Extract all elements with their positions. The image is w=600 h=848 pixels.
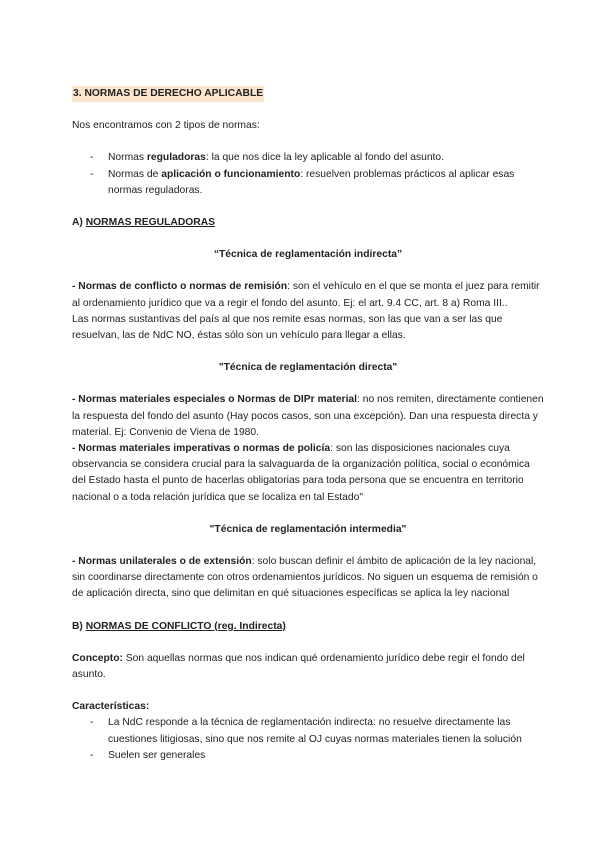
type-list-item: - Normas de aplicación o funcionamiento: resuelven problemas prácticos al aplicar esas normas reguladoras. xyxy=(90,168,515,196)
bullet-dash: - xyxy=(90,717,94,729)
concepto-paragraph: Concepto: Son aquellas normas que nos indican qué ordenamiento jurídico debe regir el fondo del asunto. xyxy=(72,652,525,681)
section-b-heading: B) NORMAS DE CONFLICTO (reg. Indirecta) xyxy=(72,620,286,632)
type-list-item: - Normas reguladoras: la que nos dice la ley aplicable al fondo del asunto. xyxy=(72,150,544,166)
sustantivas-paragraph: Las normas sustantivas del país al que nos remite esas normas, son las que van a ser las que resuelvan, las de NdC NO, éstas sólo son un vehículo para llegar a ellas. xyxy=(72,313,503,342)
technique-indirecta-heading: “Técnica de reglamentación indirecta” xyxy=(213,249,403,261)
section-3-heading xyxy=(72,86,544,102)
caracteristica-list-item: - Suelen ser generales xyxy=(72,748,544,764)
caracteristica-list-item: - La NdC responde a la técnica de reglamentación indirecta: no resuelve directamente las cuestiones litigiosas, sino que nos remite al OJ cuyas normas materiales tienen la solución xyxy=(90,717,522,745)
intro-text: Nos encontramos con 2 tipos de normas: xyxy=(72,120,260,132)
imperativas-paragraph: - Normas materiales imperativas o normas de policía: son las disposiciones nacionales cuya observancia se considera crucial para la salvaguarda de la organización política, social o económica del Estado hasta el punto de hacerlas obligatorias para toda persona que se encuentra en territorio nacional o a toda relación jurídica que se localiza en tal Estado" xyxy=(72,443,530,503)
unilaterales-paragraph: - Normas unilaterales o de extensión: solo buscan definir el ámbito de aplicación de la ley nacional, sin coordinarse directamente con otros ordenamientos jurídicos. No siguen un esquema de remisión o de aplicación directa, sino que delimitan en qué situaciones específicas se aplica la ley nacional xyxy=(72,556,538,600)
bullet-dash: - xyxy=(90,168,94,180)
section-title: 3. NORMAS DE DERECHO APLICABLE xyxy=(72,86,264,102)
technique-intermedia-heading: "Técnica de reglamentación intermedia" xyxy=(209,523,407,535)
bullet-dash: - xyxy=(90,749,94,761)
caracteristicas-heading: Características: xyxy=(72,701,150,713)
section-a-title: NORMAS REGULADORAS xyxy=(85,217,216,229)
technique-directa-heading: "Técnica de reglamentación directa" xyxy=(218,362,398,374)
conflicto-paragraph: - Normas de conflicto o normas de remisión: son el vehículo en el que se monta el juez para remitir al ordenamiento jurídico que va a regir el fondo del asunto. Ej: el art. 9.4 CC, art. 8 a) Roma III.. xyxy=(72,281,540,309)
bullet-dash: - xyxy=(90,152,94,164)
section-b-title: NORMAS DE CONFLICTO (reg. Indirecta) xyxy=(85,620,286,632)
materiales-paragraph: - Normas materiales especiales o Normas de DIPr material: no nos remiten, directamente contienen la respuesta del fondo del asunto (Hay pocos casos, son una excepción). Dan una respuesta directa y material. Ej: Convenio de Viena de 1980. xyxy=(72,394,544,438)
section-a-heading: A) NORMAS REGULADORAS xyxy=(72,217,216,229)
